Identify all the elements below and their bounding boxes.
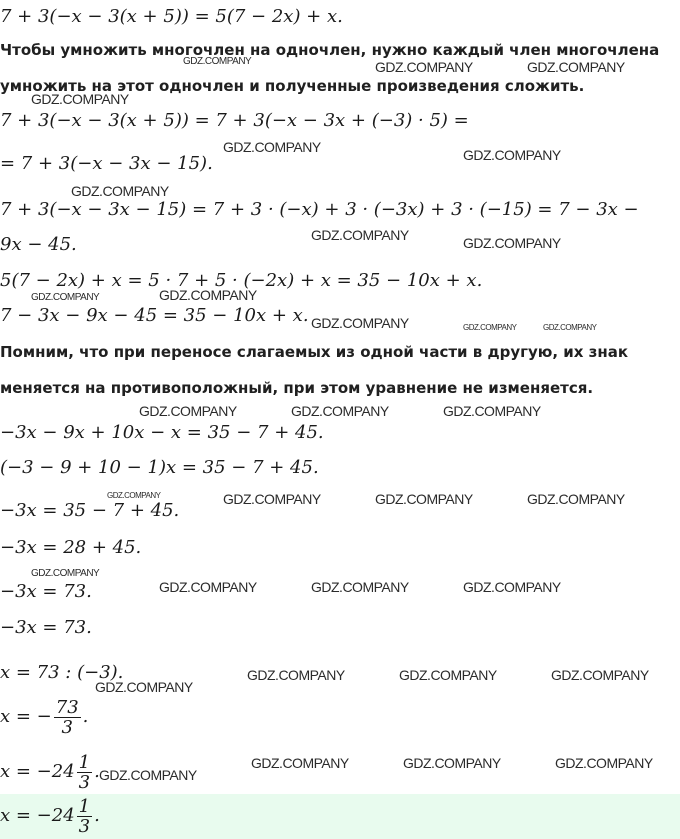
step-10: −3x = 73. [0,617,92,638]
rule-transfer-line-2: меняется на противоположный, при этом уравнение не изменяется. [0,379,594,397]
watermark: GDZ.COMPANY [463,147,561,163]
watermark: GDZ.COMPANY [247,667,345,683]
watermark: GDZ.COMPANY [311,315,409,331]
watermark: GDZ.COMPANY [95,679,193,695]
answer-end: . [94,805,100,826]
watermark: GDZ.COMPANY [139,403,237,419]
step-5: −3x − 9x + 10x − x = 35 − 7 + 45. [0,422,324,443]
watermark: GDZ.COMPANY [311,579,409,595]
fraction-denominator: 3 [78,771,91,793]
watermark: GDZ.COMPANY [375,491,473,507]
watermark: GDZ.COMPANY [551,667,649,683]
rule-multiply-line-1: Чтобы умножить многочлен на одночлен, нужно каждый член многочлена [0,41,660,59]
watermark: GDZ.COMPANY [399,667,497,683]
watermark: GDZ.COMPANY [31,568,100,579]
answer-box [0,794,680,839]
watermark: GDZ.COMPANY [463,579,561,595]
watermark: GDZ.COMPANY [31,91,129,107]
fraction [77,753,92,792]
step-13-lhs: x = −24 [0,761,75,782]
watermark: GDZ.COMPANY [543,323,597,332]
fraction-numerator: 1 [78,795,91,817]
watermark: GDZ.COMPANY [311,227,409,243]
watermark: GDZ.COMPANY [223,491,321,507]
watermark: GDZ.COMPANY [291,403,389,419]
watermark: GDZ.COMPANY [31,292,100,303]
watermark: GDZ.COMPANY [183,56,252,67]
watermark: GDZ.COMPANY [107,491,161,500]
step-7: −3x = 35 − 7 + 45. [0,500,180,521]
watermark: GDZ.COMPANY [159,579,257,595]
answer-lhs: x = −24 [0,805,75,826]
watermark: GDZ.COMPANY [555,755,653,771]
step-1a: 7 + 3(−x − 3(x + 5)) = 7 + 3(−x − 3x + (−3) · 5) = [0,110,469,131]
answer-line [0,796,100,836]
fraction-denominator: 3 [78,815,91,837]
step-9: −3x = 73. [0,581,92,602]
step-2b: 9x − 45. [0,234,77,255]
watermark: GDZ.COMPANY [527,491,625,507]
watermark: GDZ.COMPANY [251,755,349,771]
watermark: GDZ.COMPANY [223,139,321,155]
step-6: (−3 − 9 + 10 − 1)x = 35 − 7 + 45. [0,457,319,478]
watermark: GDZ.COMPANY [443,403,541,419]
equation-line: 7 + 3(−x − 3(x + 5)) = 5(7 − 2x) + x. [0,6,343,27]
step-13-end: . [94,761,100,782]
fraction-denominator: 3 [61,716,73,738]
watermark: GDZ.COMPANY [527,59,625,75]
step-12 [0,697,88,737]
step-8: −3x = 28 + 45. [0,537,142,558]
step-4: 7 − 3x − 9x − 45 = 35 − 10x + x. [0,305,309,326]
fraction-numerator: 1 [78,751,91,773]
fraction [54,698,81,737]
rule-multiply-line-2: умножить на этот одночлен и полученные произведения сложить. [0,77,585,95]
watermark: GDZ.COMPANY [463,235,561,251]
watermark: GDZ.COMPANY [71,183,169,199]
step-12-lhs: x = − [0,706,52,727]
rule-transfer-line-1: Помним, что при переносе слагаемых из одной части в другую, их знак [0,343,629,361]
step-2a: 7 + 3(−x − 3x − 15) = 7 + 3 · (−x) + 3 · (−3x) + 3 · (−15) = 7 − 3x − [0,199,639,220]
fraction-numerator: 73 [55,696,79,718]
step-11: x = 73 : (−3). [0,662,124,683]
watermark: GDZ.COMPANY [159,287,257,303]
step-13 [0,752,100,792]
watermark: GDZ.COMPANY [99,767,197,783]
fraction [77,797,92,836]
watermark: GDZ.COMPANY [375,59,473,75]
watermark: GDZ.COMPANY [463,323,517,332]
watermark: GDZ.COMPANY [403,755,501,771]
step-12-end: . [82,706,89,727]
step-3: 5(7 − 2x) + x = 5 · 7 + 5 · (−2x) + x = 35 − 10x + x. [0,270,483,291]
step-1b: = 7 + 3(−x − 3x − 15). [0,153,213,174]
